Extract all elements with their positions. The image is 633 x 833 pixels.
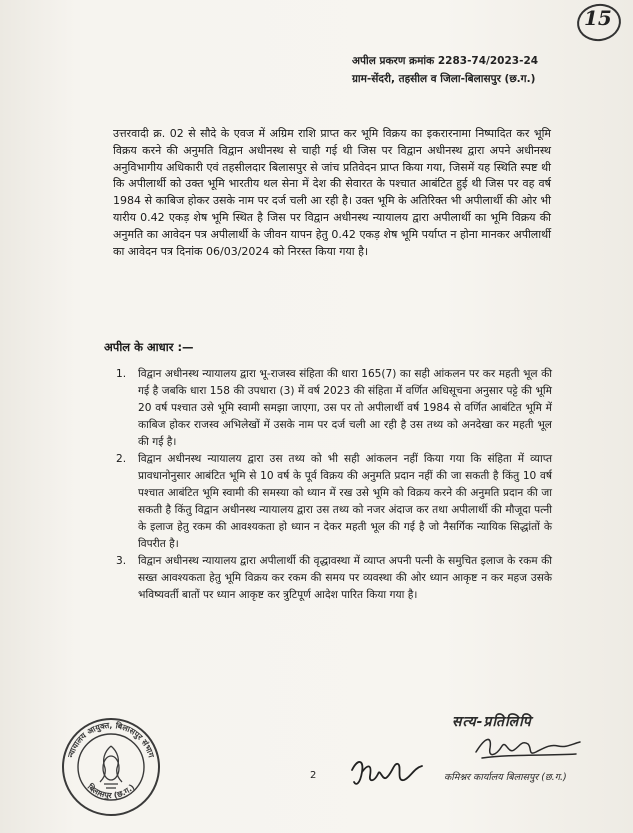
true-copy-label: सत्य-प्रतिलिपि	[452, 714, 532, 730]
ground-item	[116, 553, 552, 604]
handwritten-page-number: 15	[584, 6, 612, 30]
true-copy-stamp	[444, 712, 624, 783]
grounds-heading: अपील के आधार :—	[104, 340, 194, 354]
case-number-line: अपील प्रकरण क्रमांक 2283-74/2023-24	[352, 55, 539, 67]
ground-item	[116, 451, 552, 553]
grounds-list	[116, 366, 552, 604]
footer-page-number: 2	[310, 770, 317, 781]
ground-text: विद्वान अधीनस्थ न्यायालय द्वारा अपीलार्थी की वृद्धावस्था में व्याप्त अपनी पत्नी के समुचित इलाज के रकम की सख्त आवश्यकता हेतु भूमि विक्रय कर रकम की समय पर व्यवस्था की ओर ध्यान आकृष्ट न कर महज उसके भविष्यवर्ती बातों पर ध्यान आकृष्ट कर त्रुटिपूर्ण आदेश पारित किया गया है।	[138, 555, 552, 601]
ground-text: विद्वान अधीनस्थ न्यायालय द्वारा उस तथ्य को भी सही आंकलन नहीं किया गया कि संहिता में व्याप्त प्रावधानोनुसार आबंटित भूमि से 10 वर्ष के पूर्व विक्रय की अनुमति प्रदान नहीं की जा सकती है किंतु 10 वर्ष पश्चात आबंटित भूमि स्वामी की समस्या को ध्यान में रख उसे भूमि को विक्रय करने की अनुमति प्रदान की जा सकती है किंतु विद्वान अधीनस्थ न्यायालय द्वारा उस तथ्य को नजर अंदाज कर तथा अपीलार्थी की मौजूदा पत्नी के इलाज हेतु रकम की आवश्यकता हो ध्यान न देकर महती भूल की गई है जो नैसर्गिक न्यायिक सिद्धांतों के विपरीत है।	[138, 453, 552, 550]
court-seal-stamp	[60, 716, 162, 818]
svg-text:न्यायालय आयुक्त, बिलासपुर संभा	[66, 720, 156, 759]
emblem-icon	[100, 746, 122, 788]
seal-bottom-text: बिलासपुर (छ.ग.)	[85, 782, 137, 801]
ground-number: 1.	[116, 368, 127, 380]
seal-top-text: न्यायालय आयुक्त, बिलासपुर संभाग	[66, 720, 156, 759]
case-header	[352, 52, 622, 88]
body-paragraph-block	[113, 126, 551, 260]
case-location-line: ग्राम-सेंदरी, तहसील व जिला-बिलासपुर (छ.ग.)	[352, 73, 536, 85]
appellant-signature	[348, 752, 428, 794]
ground-text: विद्वान अधीनस्थ न्यायालय द्वारा भू-राजस्व संहिता की धारा 165(7) का सही आंकलन पर कर महती भूल की गई है जबकि धारा 158 की उपधारा (3) में वर्ष 2023 की संहिता में वर्णित अधिसूचना अनुसार पट्टे की भूमि 20 वर्ष पश्चात उसे भूमि स्वामी समझा जाएगा, उस पर तो अपीलार्थी वर्ष 1984 से वर्णित आबंटित भूमि में काबिज होकर राजस्व अभिलेखों में उसके नाम पर दर्ज चली आ रही है उस तथ्य को अनदेखा कर महती भूल की गई है।	[138, 368, 552, 448]
ground-number: 3.	[116, 555, 127, 567]
ground-item	[116, 366, 552, 451]
officer-signature	[472, 732, 584, 762]
body-paragraph: उत्तरवादी क्र. 02 से सौदे के एवज में अग्रिम राशि प्राप्त कर भूमि विक्रय का इकरारनामा निष्पादित कर भूमि विक्रय करने की अनुमति विद्वान अधीनस्थ से चाही गई थी जिस पर विद्वान अधीनस्थ द्वारा अपने अधीनस्थ अनुविभागीय अधिकारी एवं तहसीलदार बिलासपुर से जांच प्रतिवेदन प्राप्त किया गया, जिसमें यह स्थिति स्पष्ट थी कि अपीलार्थी को उक्त भूमि भारतीय थल सेना में देश की सेवारत के पश्चात आबंटित हुई थी जिस पर वह वर्ष 1984 से काबिज होकर उसके नाम पर दर्ज चली आ रही है। उक्त भूमि के अतिरिक्त भी अपीलार्थी की ओर भी यारीय 0.42 एकड़ शेष भूमि स्थित है जिस पर विद्वान अधीनस्थ न्यायालय द्वारा अपीलार्थी का भूमि विक्रय की अनुमति का आवेदन पत्र अपीलार्थी के जीवन यापन हेतु 0.42 एकड़ शेष भूमि पर्याप्त न होना मानकर अपीलार्थी का आवेदन पत्र दिनांक 06/03/2024 को निरस्त किया गया है।	[113, 127, 551, 258]
ground-number: 2.	[116, 453, 127, 465]
office-name: कमिश्नर कार्यालय बिलासपुर (छ.ग.)	[444, 772, 567, 783]
